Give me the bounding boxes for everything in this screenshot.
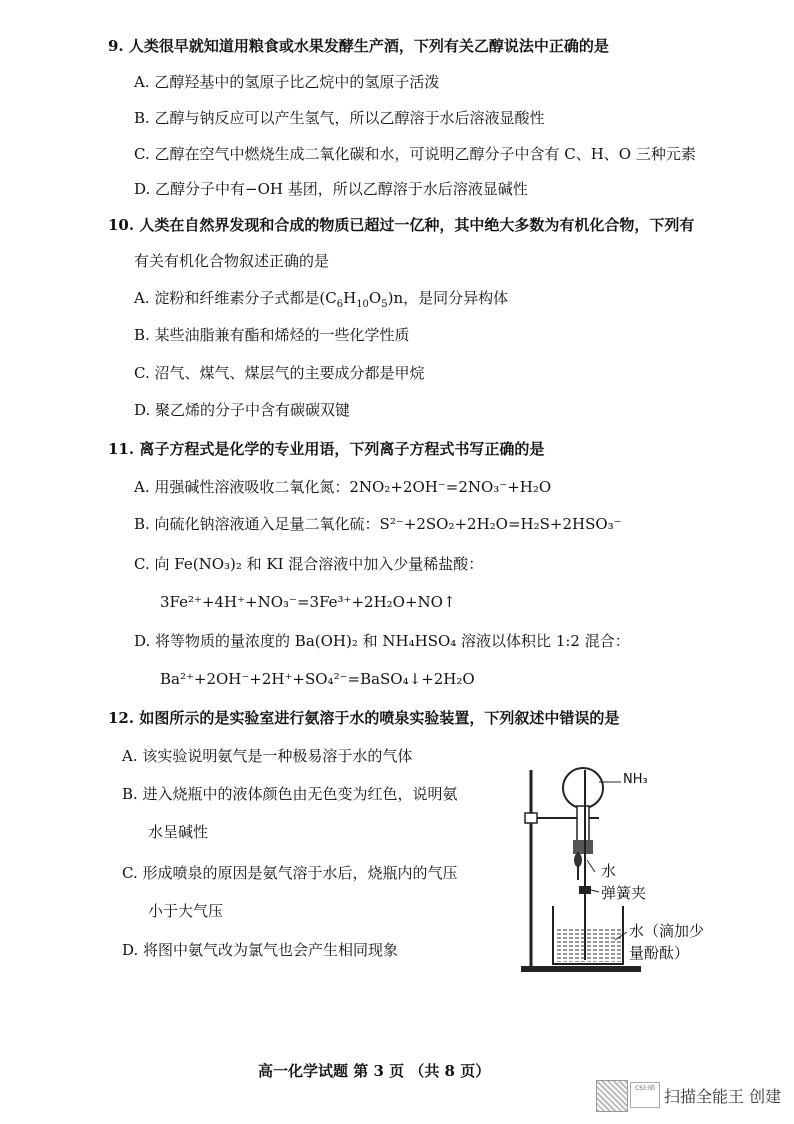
stand-base: [521, 966, 641, 972]
flask-neck: [577, 806, 589, 842]
q11-stem: 11. 离子方程式是化学的专业用语，下列离子方程式书写正确的是: [108, 440, 545, 458]
q10-option-b: B. 某些油脂兼有酯和烯烃的一些化学性质: [134, 326, 410, 344]
camscanner-qr-icon: [596, 1080, 628, 1112]
q9-option-a: A. 乙醇羟基中的氢原子比乙烷中的氢原子活泼: [134, 73, 440, 91]
spring-clip: [579, 886, 591, 894]
label-beaker-line2: 量酚酞）: [629, 944, 690, 962]
q11-option-d-equation: Ba²⁺+2OH⁻+2H⁺+SO₄²⁻=BaSO₄↓+2H₂O: [160, 670, 475, 688]
q12-option-d: D. 将图中氨气改为氯气也会产生相同现象: [122, 941, 399, 959]
q10-a-formula-h: H: [343, 289, 357, 307]
dropper-bulb: [574, 853, 582, 867]
stopper: [573, 840, 593, 854]
q10-a-prefix: A. 淀粉和纤维素分子式都是: [134, 289, 320, 307]
q12-option-b-line1: B. 进入烧瓶中的液体颜色由无色变为红色，说明氨: [122, 785, 458, 803]
q10-stem-line2: 有关有机化合物叙述正确的是: [134, 252, 330, 270]
q10-a-sub-c: 6: [336, 299, 344, 310]
q11-option-b: B. 向硫化钠溶液通入足量二氧化硫：S²⁻+2SO₂+2H₂O=H₂S+2HSO₃⁻: [134, 515, 622, 533]
q12-option-a: A. 该实验说明氨气是一种极易溶于水的气体: [122, 747, 413, 765]
q11-option-a: A. 用强碱性溶液吸收二氧化氮：2NO₂+2OH⁻=2NO₃⁻+H₂O: [134, 478, 552, 496]
q9-option-b: B. 乙醇与钠反应可以产生氢气，所以乙醇溶于水后溶液显酸性: [134, 109, 545, 127]
q12-stem: 12. 如图所示的是实验室进行氨溶于水的喷泉实验装置，下列叙述中错误的是: [108, 709, 620, 727]
camscanner-watermark-text: 扫描全能王 创建: [664, 1087, 782, 1106]
q11-option-c-line1: C. 向 Fe(NO₃)₂ 和 KI 混合溶液中加入少量稀盐酸：: [134, 555, 484, 573]
q12-option-b-line2: 水呈碱性: [148, 823, 209, 841]
q9-stem: 9. 人类很早就知道用粮食或水果发酵生产酒，下列有关乙醇说法中正确的是: [108, 37, 609, 55]
round-flask: [563, 768, 603, 808]
q10-a-formula-c: (C: [319, 289, 337, 307]
page-footer: 高一化学试题 第 3 页 （共 8 页）: [258, 1062, 491, 1080]
q12-option-c-line2: 小于大气压: [148, 902, 224, 920]
leader-clamp: [591, 890, 599, 892]
q10-a-sub-o: 5: [381, 299, 388, 310]
leader-water: [587, 860, 595, 872]
label-spring-clip: 弹簧夹: [601, 884, 647, 902]
camscanner-stamp: CS扫描: [630, 1082, 660, 1108]
q10-a-formula-end: )n: [387, 289, 404, 307]
label-water: 水: [601, 862, 617, 880]
label-beaker-line1: 水（滴加少: [629, 922, 705, 940]
q10-a-formula-o: O: [368, 289, 382, 307]
q10-stem-line1: 10. 人类在自然界发现和合成的物质已超过一亿种，其中绝大多数为有机化合物，下列有: [108, 216, 695, 234]
q11-option-c-equation: 3Fe²⁺+4H⁺+NO₃⁻=3Fe³⁺+2H₂O+NO↑: [160, 593, 456, 611]
q12-option-c-line1: C. 形成喷泉的原因是氨气溶于水后，烧瓶内的气压: [122, 864, 458, 882]
label-nh3: NH₃: [623, 772, 648, 787]
q11-option-d-line1: D. 将等物质的量浓度的 Ba(OH)₂ 和 NH₄HSO₄ 溶液以体积比 1:2 混合：: [134, 632, 630, 650]
fountain-apparatus-figure: [515, 760, 715, 980]
q10-option-d: D. 聚乙烯的分子中含有碳碳双键: [134, 401, 351, 419]
q10-a-sub-h: 10: [356, 299, 369, 310]
beaker-liquid: [555, 928, 621, 962]
clamp-boss: [525, 813, 537, 823]
q9-option-c: C. 乙醇在空气中燃烧生成二氧化碳和水，可说明乙醇分子中含有 C、H、O 三种元素: [134, 145, 696, 163]
q10-option-c: C. 沼气、煤气、煤层气的主要成分都是甲烷: [134, 364, 425, 382]
q9-option-d: D. 乙醇分子中有−OH 基团，所以乙醇溶于水后溶液显碱性: [134, 180, 528, 198]
q10-option-a: [134, 288, 508, 308]
q10-a-suffix: ，是同分异构体: [403, 289, 509, 307]
